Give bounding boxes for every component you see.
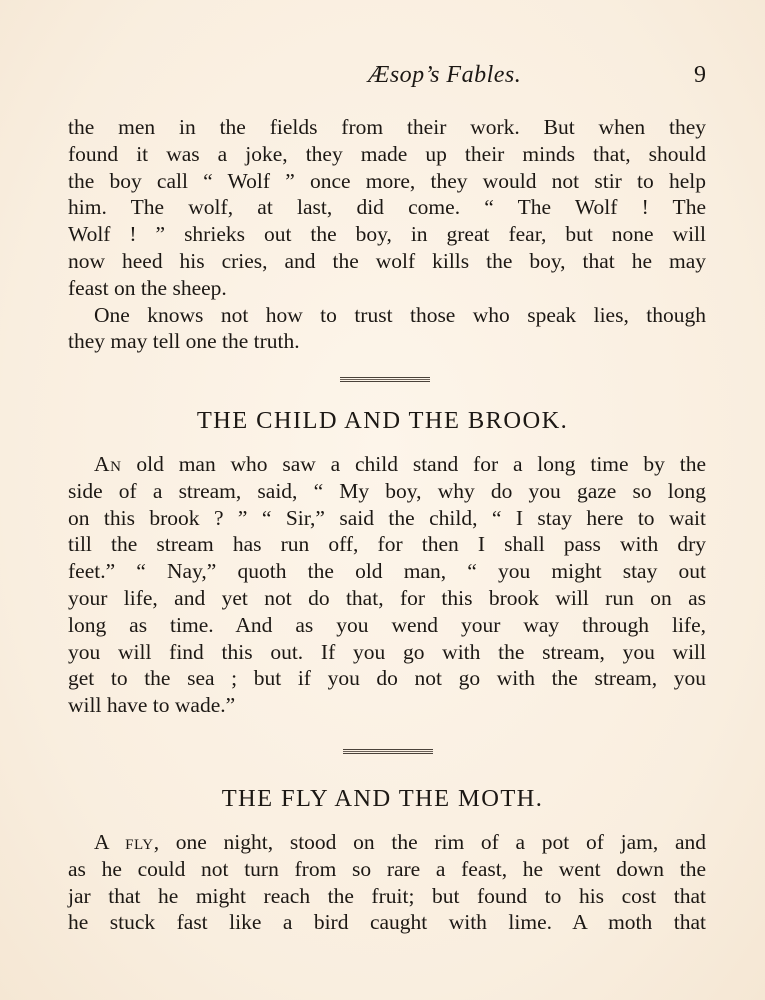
text-line: side of a stream, said, “ My boy, why do you gaze so long xyxy=(68,478,706,503)
section-divider xyxy=(343,749,433,754)
fable-title-child-brook: THE CHILD AND THE BROOK. xyxy=(196,407,569,434)
text-line: found it was a joke, they made up their minds that, should xyxy=(68,141,706,166)
text-line: the boy call “ Wolf ” once more, they would not stir to help xyxy=(68,168,706,193)
page-number: 9 xyxy=(694,62,706,88)
fable-title-fly-moth: THE FLY AND THE MOTH. xyxy=(221,785,544,812)
text-line: now heed his cries, and the wolf kills the boy, that he may xyxy=(68,248,706,273)
text-line: him. The wolf, at last, did come. “ The Wolf ! The xyxy=(68,195,706,220)
text-line: feast on the sheep. xyxy=(68,275,227,300)
text-line: as he could not turn from so rare a feast, he went down the xyxy=(68,856,706,881)
text-line: till the stream has run off, for then I shall pass with dry xyxy=(68,532,706,557)
text-line: your life, and yet not do that, for this brook will run on as xyxy=(68,585,706,610)
text-line: he stuck fast like a bird caught with lime. A moth that xyxy=(68,910,706,935)
text-line: on this brook ? ” “ Sir,” said the child, “ I stay here to wait xyxy=(68,505,706,530)
small-caps-word: fly xyxy=(125,830,154,854)
section-divider xyxy=(340,377,430,382)
text-line: you will find this out. If you go with the stream, you will xyxy=(68,639,706,664)
boy-wolf-ending xyxy=(68,114,706,355)
text-line: get to the sea ; but if you do not go with the stream, you xyxy=(68,666,706,691)
text-line: long as time. And as you wend your way through life, xyxy=(68,612,706,637)
page-header xyxy=(68,62,706,94)
child-brook-text xyxy=(68,451,706,719)
text-line: the men in the fields from their work. But when they xyxy=(68,115,706,139)
text-line: Wolf ! ” shrieks out the boy, in great fear, but none will xyxy=(68,222,706,247)
text-line: will have to wade.” xyxy=(68,693,236,718)
text-line: jar that he might reach the fruit; but found to his cost that xyxy=(68,883,706,908)
fly-moth-text xyxy=(68,829,706,936)
running-title: Æsop’s Fables. xyxy=(368,62,522,88)
moral-line: One knows not how to trust those who speak lies, though xyxy=(94,302,706,327)
text-line: An old man who saw a child stand for a long time by the xyxy=(94,452,706,476)
drop-word: An xyxy=(94,452,122,476)
text-line: feet.” “ Nay,” quoth the old man, “ you might stay out xyxy=(68,559,706,584)
text-line: A fly, one night, stood on the rim of a pot of jam, and xyxy=(94,830,706,854)
moral-line: they may tell one the truth. xyxy=(68,329,300,354)
